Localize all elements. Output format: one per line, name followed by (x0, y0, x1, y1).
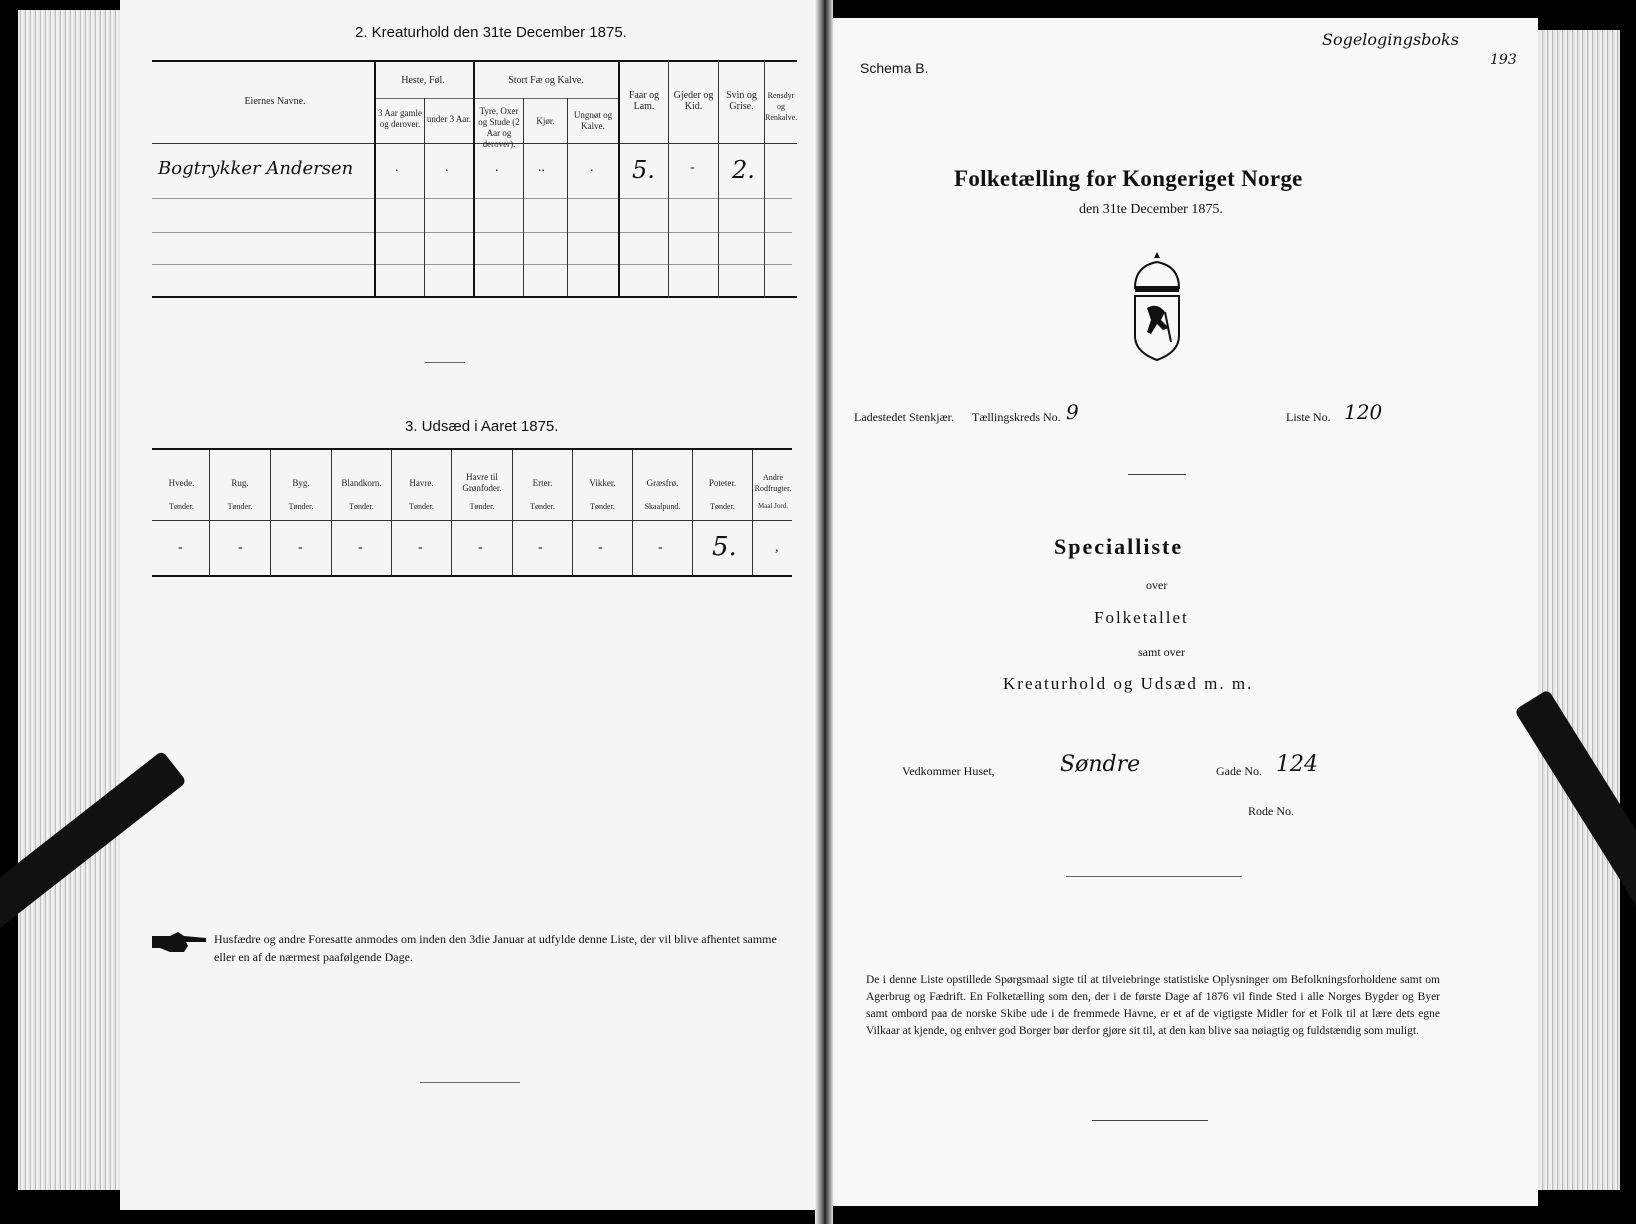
col-stort-c: Ungnøt og Kalve. (573, 110, 613, 131)
col-stort-header: Stort Fæ og Kalve. (508, 75, 584, 86)
udsaed-value-2: - (298, 540, 303, 555)
udsaed-value-7: - (598, 540, 603, 555)
coat-of-arms-icon (1125, 250, 1189, 362)
value-heste-b: . (445, 160, 449, 175)
col-svin: Svin og Grise. (726, 90, 757, 112)
udsaed-col-4: Havre. (409, 478, 434, 488)
col-owner-header: Eiernes Navne. (244, 96, 306, 107)
udsaed-col-10: Andre Rodfrugter. (754, 473, 792, 493)
main-subtitle: den 31te December 1875. (1079, 202, 1223, 217)
kreatur-heading: Kreaturhold og Udsæd m. m. (1003, 674, 1254, 693)
gade-label: Gade No. (1216, 764, 1262, 778)
owner-name: Bogtrykker Andersen (158, 158, 354, 179)
value-gjeder: - (690, 160, 695, 175)
udsaed-col-0: Hvede. (168, 478, 195, 488)
value-stort-a: . (495, 160, 499, 175)
page-number: 193 (1490, 52, 1517, 68)
col-heste-header: Heste, Føl. (401, 75, 445, 86)
liste-label: Liste No. (1286, 410, 1331, 424)
udsaed-value-3: - (358, 540, 363, 555)
value-heste-a: . (395, 160, 399, 175)
section2-title: 2. Kreaturhold den 31te December 1875. (355, 24, 627, 41)
value-stort-b: .. (538, 160, 545, 175)
liste-value: 120 (1344, 400, 1383, 424)
street-name: Søndre (1060, 752, 1141, 777)
col-faar: Faar og Lam. (628, 90, 660, 112)
col-gjeder: Gjeder og Kid. (673, 90, 714, 112)
udsaed-value-1: - (238, 540, 243, 555)
samt-label: samt over (1138, 645, 1185, 659)
udsaed-col-6: Erter. (532, 478, 553, 488)
value-svin: 2. (732, 156, 755, 184)
udsaed-value-6: - (538, 540, 543, 555)
value-faar: 5. (632, 156, 655, 184)
kreds-label: Tællingskreds No. (972, 410, 1061, 424)
left-page-edges (18, 10, 126, 1190)
udsaed-value-5: - (478, 540, 483, 555)
section3-title: 3. Udsæd i Aaret 1875. (405, 418, 559, 435)
value-stort-c: . (590, 160, 594, 175)
udsaed-col-1: Rug. (231, 478, 249, 488)
col-stort-b: Kjør. (536, 116, 555, 126)
left-page (120, 0, 820, 1210)
udsaed-col-3: Blandkorn. (341, 478, 382, 488)
specialliste-heading: Specialliste (1054, 534, 1184, 559)
col-heste-a: 3 Aar gamle og derover. (378, 108, 422, 129)
udsaed-value-8: - (658, 540, 663, 555)
over-label: over (1146, 578, 1168, 592)
kreds-value: 9 (1066, 400, 1079, 424)
udsaed-col-9: Poteter. (708, 478, 737, 488)
udsaed-value-4: - (418, 540, 423, 555)
udsaed-col-5: Havre til Grønfoder. (462, 472, 502, 493)
col-heste-b: under 3 Aar. (426, 114, 472, 124)
main-title: Folketælling for Kongeriget Norge (954, 166, 1303, 191)
udsaed-value-0: - (178, 540, 183, 555)
col-stort-a: Tyre, Oxer og Stude (2 Aar og derover). (478, 106, 520, 149)
pointing-hand-icon (150, 930, 208, 956)
gade-value: 124 (1276, 752, 1318, 777)
folketallet-heading: Folketallet (1094, 608, 1189, 627)
explanation-paragraph: De i denne Liste opstillede Spørgsmaal sigte til at tilveiebringe statistiske Oplysninger om Befolkningsforholdene samt om Agerbrug og Fædrift. En Folketælling som den, der i de første Dage af 1876 vil finde Sted i alle Norges Bygder og Byer samt ombord paa de norske Skibe ude i de fremmede Havne, er et af de vigtigste Midler for et Folk til at lære dets egne Vilkaar at kjende, og enhver god Borger bør derfor gjøre sit til, at den kan blive saa nøiagtig og fuldstændig som muligt. (866, 974, 1440, 1037)
udsaed-value-9: 5. (712, 532, 737, 562)
ladestedet-label: Ladestedet Stenkjær. (854, 410, 954, 424)
udsaed-value-10: , (775, 540, 779, 555)
notice-text: Husfædre og andre Foresatte anmodes om inden den 3die Januar at udfylde denne Liste, der vil blive afhentet samme eller en af de nærmest paafølgende Dage. (214, 932, 777, 964)
udsaed-col-2: Byg. (292, 478, 310, 488)
udsaed-col-8: Græsfrø. (646, 478, 679, 488)
book-gutter (815, 0, 833, 1224)
schema-label: Schema B. (860, 60, 929, 76)
top-right-note: Sogelogingsboks (1322, 30, 1459, 49)
rode-label: Rode No. (1248, 804, 1294, 818)
vedkommer-label: Vedkommer Huset, (902, 764, 995, 778)
udsaed-col-7: Vikker. (589, 478, 616, 488)
col-ren: Rensdyr og Renkalve. (765, 91, 797, 122)
